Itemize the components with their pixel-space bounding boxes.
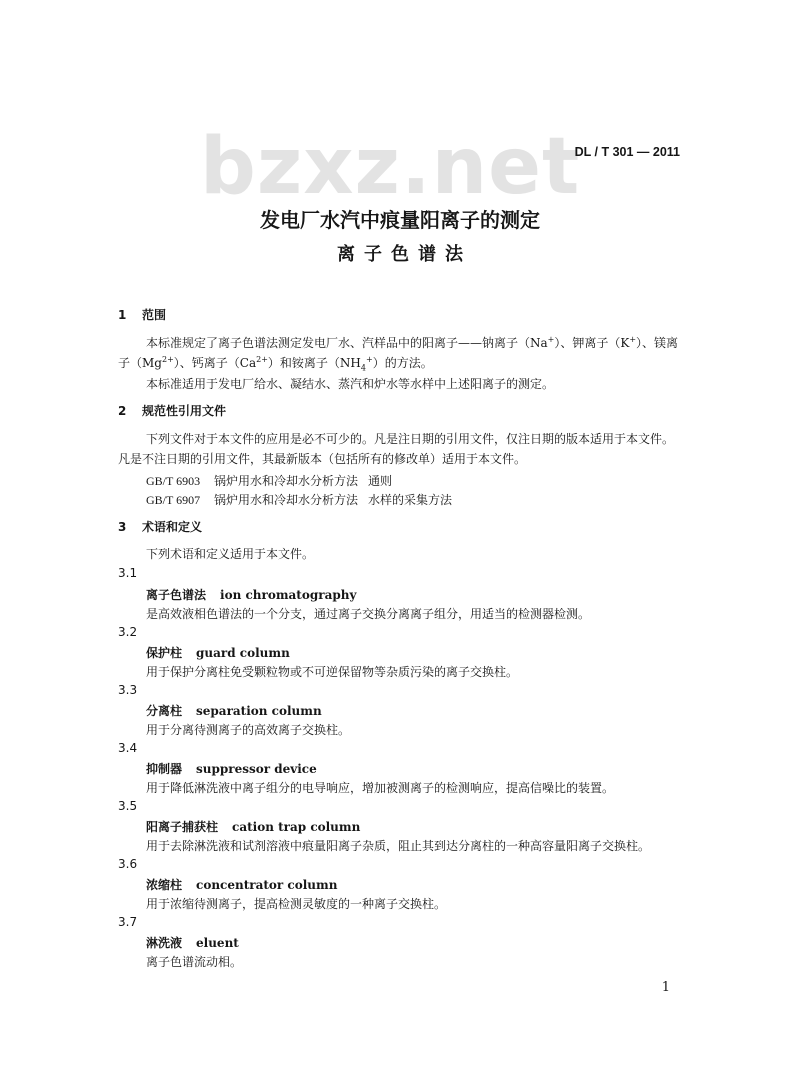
term-heading (146, 934, 239, 951)
term-number: 3.5 (118, 799, 138, 813)
subscript: 4 (360, 363, 366, 373)
term-en: guard column (196, 646, 290, 660)
page-number: 1 (661, 980, 670, 995)
reference-title: 锅炉用水和冷却水分析方法 (214, 474, 359, 488)
term-heading (146, 644, 290, 661)
term-definition: 用于降低淋洗液中离子组分的电导响应，增加被测离子的检测响应，提高信噪比的装置。 (146, 781, 615, 795)
term-en: separation column (196, 704, 322, 718)
section-3-intro: 下列术语和定义适用于本文件。 (146, 547, 315, 561)
term-definition: 是高效液相色谱法的一个分支，通过离子交换分离离子组分，用适当的检测器检测。 (146, 607, 591, 621)
term-number: 3.4 (118, 741, 138, 755)
section-3-heading (118, 518, 202, 535)
section-title: 规范性引用文件 (142, 404, 227, 418)
reference-subtitle: 水样的采集方法 (368, 493, 453, 507)
term-heading (146, 760, 317, 777)
section-title: 术语和定义 (142, 520, 203, 534)
document-number: DL / T 301 — 2011 (574, 145, 680, 159)
reference-code: GB/T 6907 (146, 493, 201, 507)
term-heading (146, 876, 337, 893)
section-number: 1 (118, 308, 127, 322)
term-en: cation trap column (232, 820, 361, 834)
text-run: 本标准规定了离子色谱法测定发电厂水、汽样品中的阳离子——钠离子（Na (146, 336, 548, 350)
reference-item (146, 472, 392, 489)
term-en: eluent (196, 936, 239, 950)
term-zh: 阳离子捕获柱 (146, 820, 219, 834)
term-en: ion chromatography (220, 588, 357, 602)
term-zh: 浓缩柱 (146, 878, 183, 892)
section-1-heading (118, 306, 166, 323)
term-definition: 用于浓缩待测离子，提高检测灵敏度的一种离子交换柱。 (146, 897, 447, 911)
section-title: 范围 (142, 308, 167, 322)
watermark: bzxz.net (200, 122, 581, 212)
reference-title: 锅炉用水和冷却水分析方法 (214, 493, 359, 507)
term-zh: 分离柱 (146, 704, 183, 718)
reference-item (146, 491, 452, 508)
term-zh: 离子色谱法 (146, 588, 207, 602)
term-heading (146, 702, 322, 719)
term-zh: 抑制器 (146, 762, 183, 776)
section-2-paragraph: 下列文件对于本文件的应用是必不可少的。凡是注日期的引用文件，仅注日期的版本适用于本文件。凡是不注日期的引用文件，其最新版本（包括所有的修改单）适用于本文件。 (118, 432, 675, 466)
text-run: ）、钙离子（Ca (173, 356, 257, 370)
term-en: suppressor device (196, 762, 317, 776)
section-number: 2 (118, 404, 127, 418)
term-zh: 保护柱 (146, 646, 183, 660)
text-run: ）和铵离子（NH (267, 356, 361, 370)
superscript: + (547, 335, 555, 344)
term-number: 3.1 (118, 566, 138, 580)
term-definition: 离子色谱流动相。 (146, 955, 243, 969)
superscript: 2+ (161, 355, 174, 364)
superscript: + (629, 335, 637, 344)
reference-code: GB/T 6903 (146, 474, 201, 488)
section-1-paragraph-1 (118, 333, 684, 373)
section-2-heading (118, 402, 226, 419)
term-zh: 淋洗液 (146, 936, 183, 950)
term-number: 3.6 (118, 857, 138, 871)
term-definition: 用于分离待测离子的高效离子交换柱。 (146, 723, 351, 737)
document-title: 发电厂水汽中痕量阳离子的测定 (260, 208, 540, 232)
superscript: + (365, 355, 373, 364)
text-run: ）、钾离子（K (554, 336, 630, 350)
section-number: 3 (118, 520, 127, 534)
term-definition: 用于去除淋洗液和试剂溶液中痕量阳离子杂质，阻止其到达分离柱的一种高容量阳离子交换柱。 (146, 839, 651, 853)
term-number: 3.7 (118, 915, 138, 929)
term-number: 3.3 (118, 683, 138, 697)
term-number: 3.2 (118, 625, 138, 639)
reference-subtitle: 通则 (368, 474, 393, 488)
term-heading (146, 818, 360, 835)
term-en: concentrator column (196, 878, 338, 892)
document-subtitle: 离子色谱法 (337, 244, 472, 265)
text-run: ）、镁离子（Mg (118, 336, 679, 370)
superscript: 2+ (256, 355, 268, 364)
section-1-paragraph-2: 本标准适用于发电厂给水、凝结水、蒸汽和炉水等水样中上述阳离子的测定。 (146, 377, 555, 391)
text-run: ）的方法。 (372, 356, 433, 370)
term-definition: 用于保护分离柱免受颗粒物或不可逆保留物等杂质污染的离子交换柱。 (146, 665, 519, 679)
term-heading (146, 586, 356, 603)
